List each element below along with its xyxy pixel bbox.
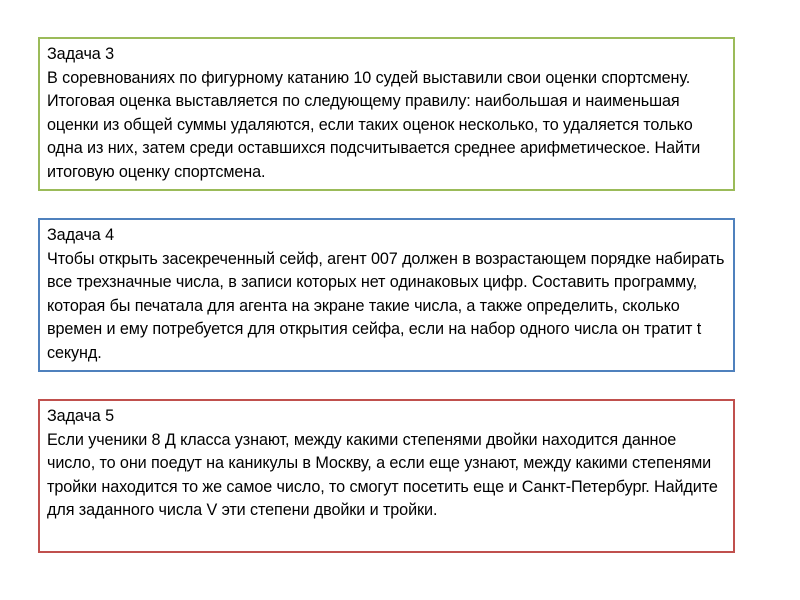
task-5-box [38, 399, 735, 553]
task-3-title: Задача 3 [47, 45, 115, 63]
task-3-text: В соревнованиях по фигурному катанию 10 судей выставили свои оценки спортсмену. Итоговая оценка выставляется по следующему правилу: наибольшая и наименьшая оценки из общей суммы удаляются, если таких оценок несколько, то удаляется только одна из них, затем среди оставшихся подсчитывается среднее арифметическое. Найти итоговую оценку спортсмена. [47, 68, 701, 181]
task-4-title: Задача 4 [47, 226, 115, 244]
task-5-text: Если ученики 8 Д класса узнают, между какими степенями двойки находится данное число, то они поедут на каникулы в Москву, а если еще узнают, между какими степенями тройки находится то же самое число, то смогут посетить еще и Санкт-Петербург. Найдите для заданного числа V эти степени двойки и тройки. [47, 430, 718, 520]
task-4-box [38, 218, 735, 372]
task-3-box [38, 37, 735, 191]
task-5-title: Задача 5 [47, 407, 115, 425]
task-4-text: Чтобы открыть засекреченный сейф, агент 007 должен в возрастающем порядке набирать все трехзначные числа, в записи которых нет одинаковых цифр. Составить программу, которая бы печатала для агента на экране такие числа, а также определить, сколько времен и ему потребуется для открытия сейфа, если на набор одного числа он тратит t секунд. [47, 249, 725, 362]
